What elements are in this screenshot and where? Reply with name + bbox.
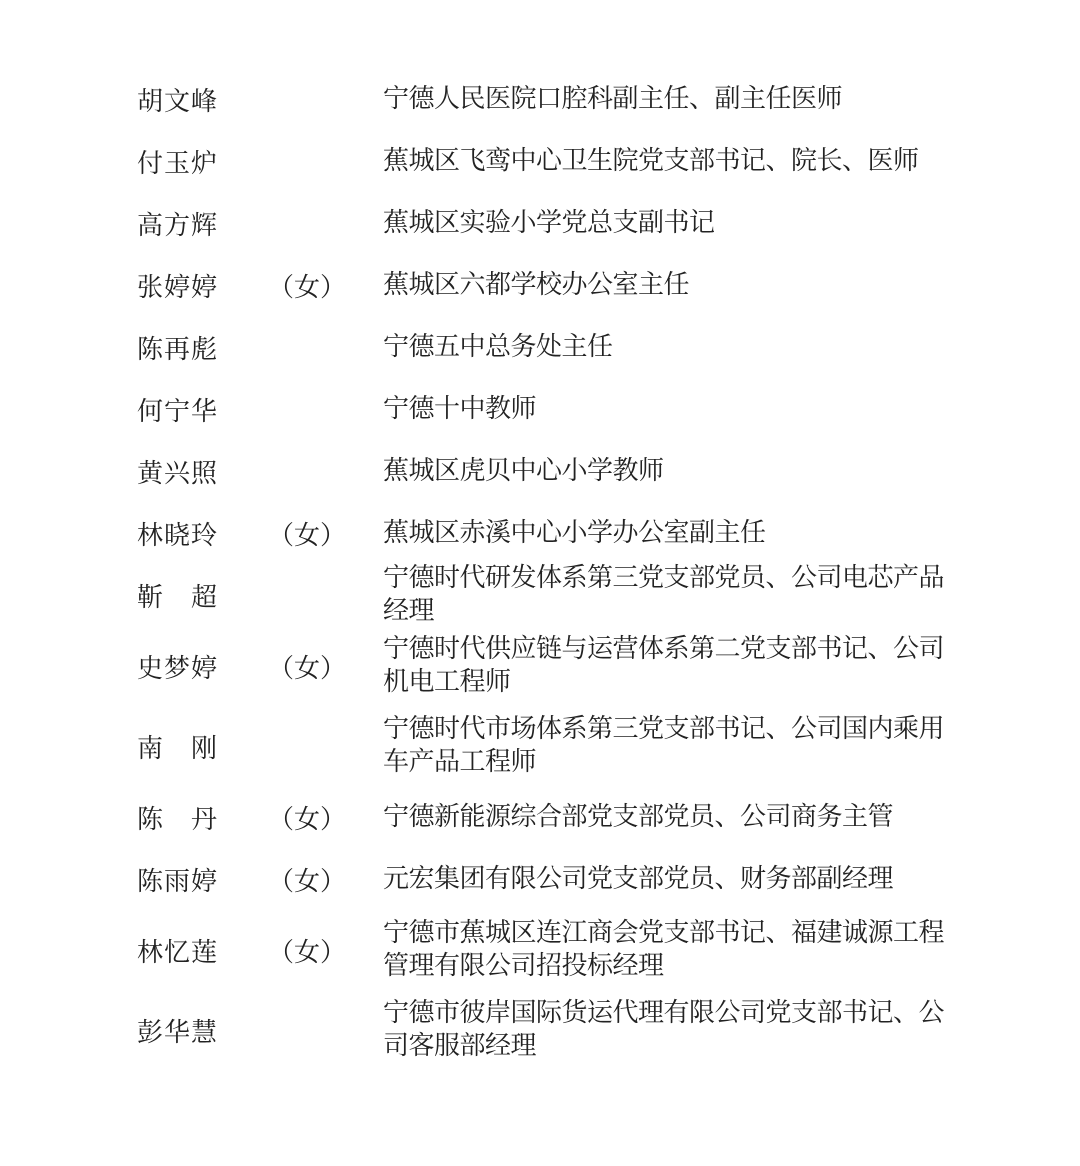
- person-title: 宁德时代研发体系第三党支部党员、公司电芯产品经理: [383, 563, 945, 626]
- person-title: 宁德时代供应链与运营体系第二党支部书记、公司机电工程师: [383, 634, 945, 697]
- roster-row: [0, 848, 1080, 910]
- gender-note: （女）: [268, 866, 347, 897]
- person-title: 宁德五中总务处主任: [383, 331, 613, 362]
- person-name: 靳 超: [137, 582, 219, 613]
- roster-row: [0, 786, 1080, 848]
- roster-row: [0, 626, 1080, 706]
- person-name: 张婷婷: [137, 272, 219, 303]
- roster-row: [0, 316, 1080, 378]
- roster-row: [0, 564, 1080, 626]
- gender-note: （女）: [268, 272, 347, 303]
- roster-list: [0, 68, 1080, 1070]
- person-title: 元宏集团有限公司党支部党员、财务部副经理: [383, 863, 894, 894]
- person-name: 南 刚: [137, 733, 219, 764]
- person-name: 陈再彪: [137, 334, 219, 365]
- person-title: 宁德时代市场体系第三党支部书记、公司国内乘用车产品工程师: [383, 714, 945, 777]
- person-name: 何宁华: [137, 396, 219, 427]
- person-title: 蕉城区实验小学党总支副书记: [383, 207, 715, 238]
- person-name: 陈雨婷: [137, 866, 219, 897]
- person-title: 蕉城区虎贝中心小学教师: [383, 455, 664, 486]
- person-title: 宁德市蕉城区连江商会党支部书记、福建诚源工程管理有限公司招投标经理: [383, 918, 945, 981]
- person-name: 付玉炉: [137, 148, 219, 179]
- person-name: 史梦婷: [137, 653, 219, 684]
- person-name: 林忆莲: [137, 937, 219, 968]
- person-title: 蕉城区飞鸾中心卫生院党支部书记、院长、医师: [383, 145, 919, 176]
- roster-row: [0, 68, 1080, 130]
- person-title: 宁德十中教师: [383, 393, 537, 424]
- person-title: 宁德市彼岸国际货运代理有限公司党支部书记、公司客服部经理: [383, 998, 945, 1061]
- roster-row: [0, 192, 1080, 254]
- gender-note: （女）: [268, 520, 347, 551]
- person-name: 陈 丹: [137, 804, 219, 835]
- gender-note: （女）: [268, 804, 347, 835]
- person-title: 宁德人民医院口腔科副主任、副主任医师: [383, 83, 843, 114]
- roster-row: [0, 440, 1080, 502]
- roster-row: [0, 502, 1080, 564]
- person-name: 林晓玲: [137, 520, 219, 551]
- gender-note: （女）: [268, 653, 347, 684]
- person-name: 高方辉: [137, 210, 219, 241]
- person-name: 彭华慧: [137, 1017, 219, 1048]
- roster-row: [0, 706, 1080, 786]
- roster-row: [0, 254, 1080, 316]
- person-name: 黄兴照: [137, 458, 219, 489]
- person-title: 蕉城区赤溪中心小学办公室副主任: [383, 517, 766, 548]
- roster-row: [0, 990, 1080, 1070]
- roster-row: [0, 378, 1080, 440]
- person-name: 胡文峰: [137, 86, 219, 117]
- person-title: 宁德新能源综合部党支部党员、公司商务主管: [383, 801, 894, 832]
- roster-row: [0, 130, 1080, 192]
- gender-note: （女）: [268, 937, 347, 968]
- roster-row: [0, 910, 1080, 990]
- person-title: 蕉城区六都学校办公室主任: [383, 269, 690, 300]
